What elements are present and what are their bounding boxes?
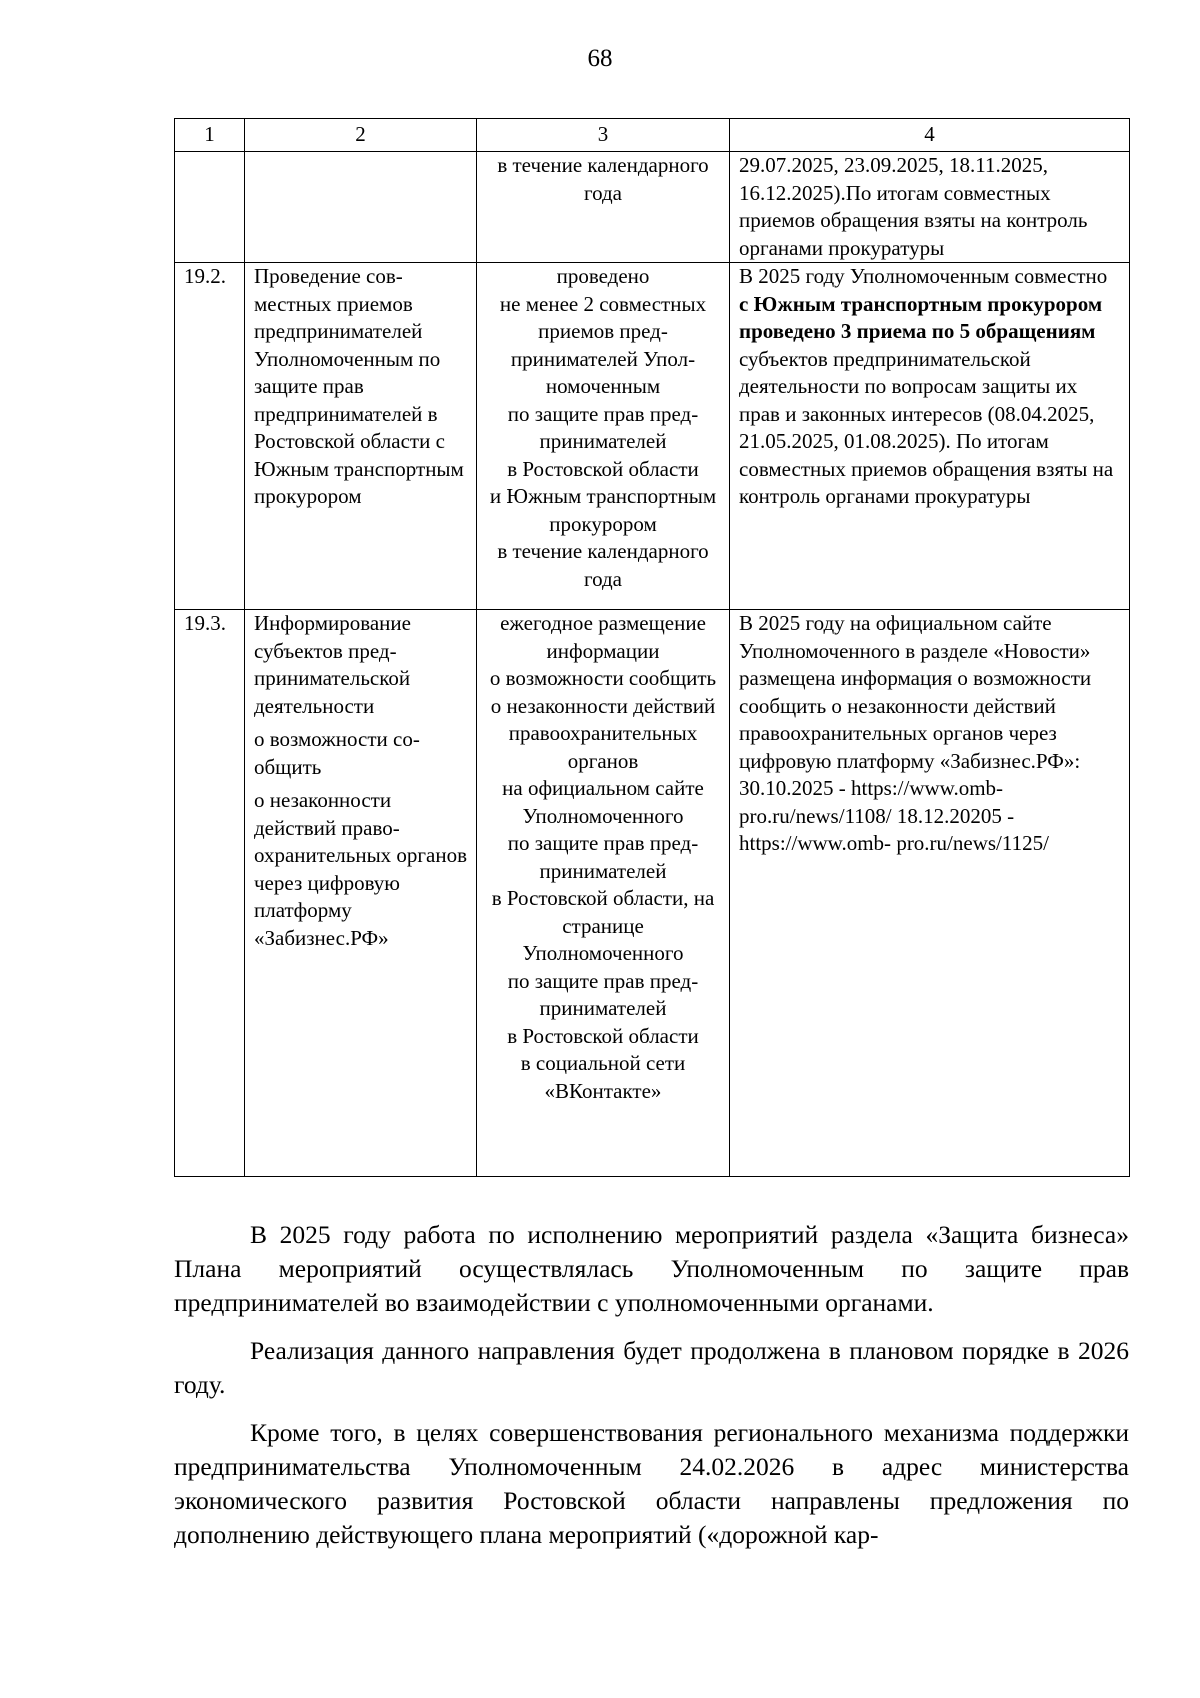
indicator-line: «ВКонтакте» xyxy=(544,1078,662,1103)
indicator-line: о возможности сообщить xyxy=(489,666,717,690)
table-header-row xyxy=(175,119,1130,152)
action-cell: Проведение совместных приемов предпринимателей Уполномоченным по защите прав предпринимателей в Ростовской области с Южным транспортным прокурором xyxy=(245,263,477,610)
result-cell xyxy=(730,263,1130,610)
table-row xyxy=(175,263,1130,610)
body-text xyxy=(174,1218,1129,1566)
table-row xyxy=(175,152,1130,263)
indicator-line: проведено xyxy=(556,264,650,288)
row-number-cell xyxy=(175,152,245,263)
result-link-line: pro.ru/news/1108/ xyxy=(739,803,892,828)
table-row xyxy=(175,610,1130,1177)
indicator-line: и Южным транспортным прокурором xyxy=(489,484,717,536)
paragraph: Кроме того, в целях совершенствования регионального механизма поддержки предпринимательства Уполномоченным 24.02.2026 в адрес министерства экономического развития Ростовской области направлены предложения по дополнению действующего плана мероприятий («дорожной кар- xyxy=(174,1418,1129,1549)
action-cell xyxy=(245,610,477,1177)
indicator-line: не менее 2 совместных приемов предпринимателей Уполномоченным xyxy=(499,291,707,398)
indicator-line: Уполномоченного xyxy=(522,941,684,965)
column-header-2: 2 xyxy=(245,119,477,152)
result-line: В 2025 году на официальном сайте Уполномоченного в разделе «Новости» размещена информация о возможности сообщить о незаконности действий правоохранительных органов через цифровую платформу «Забизнес.РФ»: xyxy=(739,611,1092,773)
action-line: Информирование субъектов предпринимательской деятельности xyxy=(254,611,411,718)
result-text: субъектов предпринимательской деятельности по вопросам защиты их прав и законных интересов (08.04.2025, 21.05.2025, 01.08.2025). По итогам совместных приемов обращения взяты на контроль органами прокуратуры xyxy=(739,346,1114,508)
column-header-1: 1 xyxy=(175,119,245,152)
action-line: о возможности сообщить xyxy=(254,727,420,779)
indicator-line: по защите прав предпринимателей xyxy=(507,401,699,453)
indicator-cell xyxy=(477,263,730,610)
indicator-line: на официальном сайте Уполномоченного xyxy=(502,776,704,828)
plan-table xyxy=(174,118,1130,1177)
result-cell xyxy=(730,610,1130,1177)
indicator-line: по защите прав предпринимателей xyxy=(507,831,699,883)
row-number-cell: 19.3. xyxy=(175,610,245,1177)
indicator-line: в социальной сети xyxy=(520,1051,686,1075)
indicator-line: по защите прав предпринимателей xyxy=(507,968,699,1020)
result-cell: 29.07.2025, 23.09.2025, 18.11.2025, 16.12.2025).По итогам совместных приемов обращения взяты на контроль органами прокуратуры xyxy=(730,152,1130,263)
indicator-line: ежегодное размещение информации xyxy=(500,611,706,663)
paragraph: Реализация данного направления будет продолжена в плановом порядке в 2026 году. xyxy=(174,1336,1129,1399)
indicator-line: в Ростовской области xyxy=(507,456,699,481)
indicator-line: о незаконности действий правоохранительных органов xyxy=(490,693,716,773)
action-cell xyxy=(245,152,477,263)
row-number-cell: 19.2. xyxy=(175,263,245,610)
page-number: 68 xyxy=(587,45,613,72)
result-link-line: 18.12.20205 - https://www.omb- xyxy=(739,803,1015,855)
result-link-line: 30.10.2025 - https://www.omb- xyxy=(739,776,1004,800)
indicator-cell xyxy=(477,610,730,1177)
column-header-4: 4 xyxy=(730,119,1130,152)
indicator-cell: в течение календарного года xyxy=(477,152,730,263)
paragraph: В 2025 году работа по исполнению мероприятий раздела «Защита бизнеса» Плана мероприятий осуществлялась Уполномоченным по защите прав предпринимателей во взаимодействии с уполномоченными органами. xyxy=(174,1220,1129,1317)
indicator-line: в Ростовской области, на странице xyxy=(491,886,715,938)
result-link-line: pro.ru/news/1125/ xyxy=(896,831,1049,855)
column-header-3: 3 xyxy=(477,119,730,152)
action-line: о незаконности действий правоохранительных органов через цифровую платформу «Забизнес.РФ» xyxy=(254,788,468,950)
result-bold-text: с Южным транспортным прокурором проведено 3 приема по 5 обращениям xyxy=(739,291,1103,343)
indicator-line: в течение календарного года xyxy=(497,539,709,591)
result-text: В 2025 году Уполномоченным совместно xyxy=(739,264,1108,288)
indicator-line: в Ростовской области xyxy=(507,1023,699,1048)
